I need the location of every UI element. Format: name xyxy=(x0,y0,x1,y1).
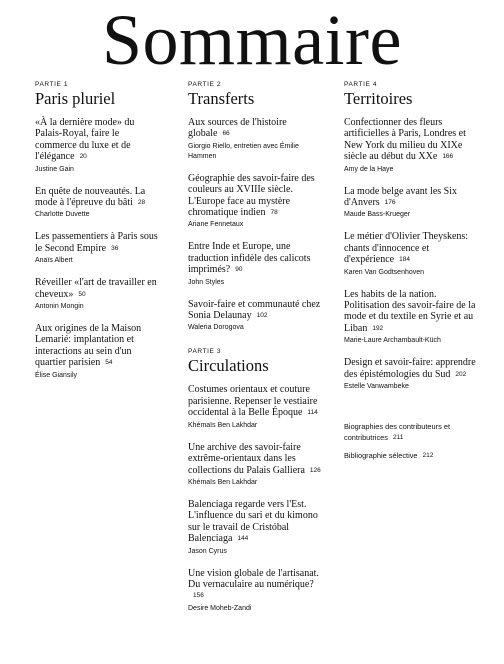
toc-entry[interactable] xyxy=(188,299,323,334)
entry-title: Réveiller «l'art de travailler en cheveux» xyxy=(35,277,157,300)
entry-page: 184 xyxy=(399,256,410,264)
entry-author: Élise Giansily xyxy=(35,371,78,379)
entry-page: 192 xyxy=(372,324,384,332)
entry-page: 50 xyxy=(78,290,86,298)
entry-page: 211 xyxy=(392,433,404,441)
part-4-label: PARTIE 4 xyxy=(344,81,378,88)
entry-author: Karen Van Godtsenhoven xyxy=(344,268,425,276)
entry-author: Anaïs Albert xyxy=(35,257,73,265)
entry-author: Maude Bass-Krueger xyxy=(344,211,411,219)
entry-author: Justine Gain xyxy=(35,165,74,173)
entry-author: Charlotte Duvette xyxy=(35,211,90,219)
toc-entry[interactable] xyxy=(188,173,323,231)
toc-entry[interactable] xyxy=(344,357,479,392)
entry-author: Antonin Mongin xyxy=(35,303,84,311)
toc-entry[interactable] xyxy=(344,451,479,462)
toc-entry[interactable] xyxy=(188,117,323,162)
part-4-title: Territoires xyxy=(344,89,413,108)
entry-page: 36 xyxy=(111,244,119,252)
toc-entry[interactable] xyxy=(35,323,160,381)
entry-page: 66 xyxy=(222,130,230,138)
entry-page: 166 xyxy=(442,153,454,161)
entry-title: Une archive des savoir-faire extrême-orientaux dans les collections du Palais Galliera xyxy=(188,441,305,476)
toc-entry[interactable] xyxy=(35,277,160,312)
back-matter xyxy=(344,422,479,462)
toc-entry[interactable] xyxy=(35,186,160,221)
entry-author: Marie-Laure Archambault-Küch xyxy=(344,337,441,345)
part-3-section xyxy=(188,347,323,613)
entry-author: Khémaïs Ben Lakhdar xyxy=(188,421,258,429)
entry-author: John Styles xyxy=(188,278,225,286)
toc-entry[interactable] xyxy=(344,186,479,221)
entry-title: Confectionner des fleurs artificielles à Paris, Londres et New York du milieu du XIXe siècle au début du XXe xyxy=(344,117,466,163)
entry-author: Amy de la Haye xyxy=(344,165,394,173)
part-3-title: Circulations xyxy=(188,356,269,376)
entry-title: Entre Inde et Europe, une traduction infidèle des calicots imprimés? xyxy=(188,241,311,276)
part-3-label: PARTIE 3 xyxy=(188,348,222,356)
entry-title: Aux sources de l'histoire globale xyxy=(188,117,287,140)
toc-entry[interactable] xyxy=(188,499,323,557)
entry-title: Le métier d'Olivier Theyskens: chants d'innocence et d'expérience xyxy=(344,231,469,266)
entry-title: Une vision globale de l'artisanat. Du vernaculaire au numérique? xyxy=(188,567,319,590)
entry-page: 78 xyxy=(270,209,278,217)
entry-author: Ariane Fennetaux xyxy=(188,221,244,229)
toc-entry[interactable] xyxy=(188,241,323,287)
entry-page: 114 xyxy=(307,409,318,417)
entry-title: En quête de nouveautés. La mode à l'épreuve du bâti xyxy=(35,185,146,209)
toc-entry[interactable] xyxy=(344,289,479,347)
entry-page: 20 xyxy=(79,153,87,161)
entry-title: La mode belge avant les Six d'Anvers xyxy=(344,185,458,209)
entry-title: Les habits de la nation. Politisation des savoir-faire de la mode et du textile en Syrie et au Liban xyxy=(344,288,476,334)
toc-entry[interactable] xyxy=(188,442,323,488)
entry-title: Géographie des savoir-faire des couleurs au XVIIIe siècle. L'Europe face au mystère chromatique indien xyxy=(188,172,315,219)
toc-entry[interactable] xyxy=(35,117,160,175)
entry-title: Biographies des contributeurs et contributrices xyxy=(344,422,450,442)
entry-author: Jason Cyrus xyxy=(188,547,227,555)
column-3 xyxy=(344,80,479,470)
entry-page: 176 xyxy=(384,199,396,207)
entry-title: Savoir-faire et communauté chez Sonia Delaunay xyxy=(188,298,321,322)
part-2-label: PARTIE 2 xyxy=(188,81,222,88)
column-2 xyxy=(188,80,323,625)
entry-page: 202 xyxy=(455,370,467,378)
entry-title: Design et savoir-faire: apprendre des épistémologies du Sud xyxy=(344,357,476,380)
entry-page: 102 xyxy=(256,312,268,320)
part-1-title: Paris pluriel xyxy=(35,89,116,108)
entry-page: 144 xyxy=(237,535,249,543)
entry-page: 54 xyxy=(105,359,113,367)
entry-page: 126 xyxy=(309,466,321,474)
page-title: Sommaire xyxy=(102,0,402,80)
entry-page: 156 xyxy=(193,592,204,600)
entry-page: 90 xyxy=(235,266,243,274)
entry-title: «À la dernière mode» du Palais-Royal, faire le commerce du luxe et de l'élégance xyxy=(35,117,135,163)
entry-author: Khémaïs Ben Lakhdar xyxy=(188,478,258,486)
entry-author: Waleria Dorogova xyxy=(188,324,244,332)
entry-author: Desire Moheb-Zandi xyxy=(188,604,252,612)
entry-page: 212 xyxy=(422,452,434,460)
entry-title: Les passementiers à Paris sous le Second Empire xyxy=(35,231,158,254)
part-1-label: PARTIE 1 xyxy=(35,81,69,88)
entry-title: Bibliographie sélective xyxy=(344,451,418,461)
entry-author: Estelle Vanwambeke xyxy=(344,383,409,391)
part-2-title: Transferts xyxy=(188,89,255,108)
toc-entry[interactable] xyxy=(344,231,479,277)
toc-entry[interactable] xyxy=(188,568,323,614)
entry-title: Balenciaga regarde vers l'Est. L'influence du sari et du kimono sur le travail de Cristóbal Balenciaga xyxy=(188,498,318,545)
entry-title: Aux origines de la Maison Lemarié: implantation et interactions au sein d'un quartier parisien xyxy=(35,323,142,369)
toc-entry[interactable] xyxy=(344,117,479,175)
entry-title: Costumes orientaux et couture parisienne. Repenser le vestiaire occidental à la Belle Époque xyxy=(188,384,318,419)
column-1 xyxy=(35,80,160,392)
toc-entry[interactable] xyxy=(35,231,160,266)
toc-entry[interactable] xyxy=(188,384,323,430)
entry-author: Giorgio Riello, entretien avec Émilie Hammen xyxy=(188,142,299,160)
entry-page: 28 xyxy=(137,199,146,207)
toc-entry[interactable] xyxy=(344,422,479,443)
